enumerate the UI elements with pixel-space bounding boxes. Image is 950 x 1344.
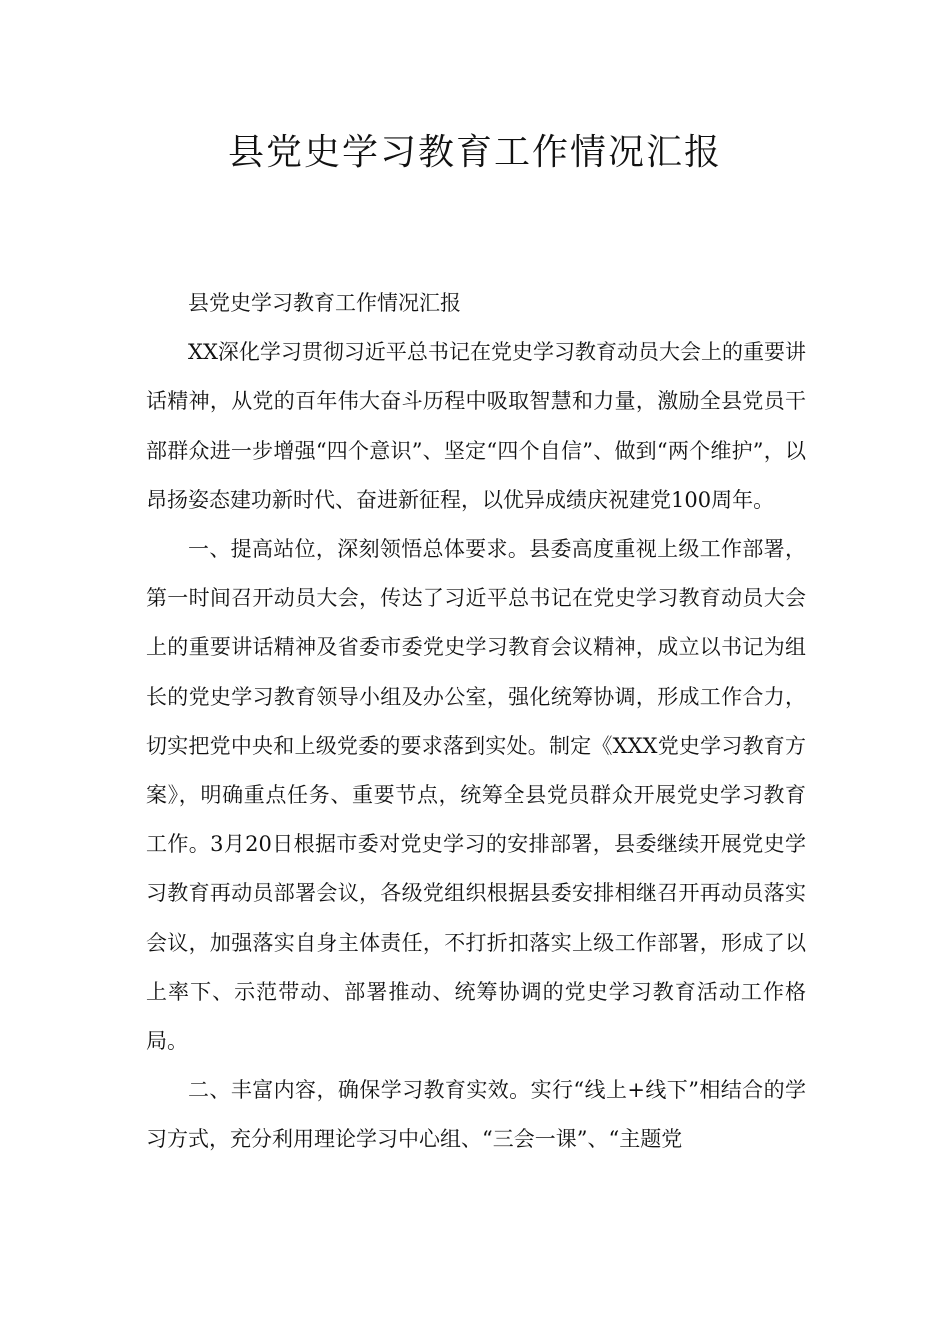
- document-title: 县党史学习教育工作情况汇报: [227, 132, 722, 173]
- paragraph-intro: XX深化学习贯彻习近平总书记在党史学习教育动员大会上的重要讲话精神，从党的百年伟大奋斗历程中吸取智慧和力量，激励全县党员干部群众进一步增强“四个意识”、坚定“四个自信”、做到“两个维护”，以昂扬姿态建功新时代、奋进新征程，以优异成绩庆祝建党100周年。: [146, 340, 806, 512]
- body-subtitle: 县党史学习教育工作情况汇报: [188, 291, 461, 315]
- paragraph-section-one: 一、提高站位，深刻领悟总体要求。县委高度重视上级工作部署，第一时间召开动员大会，传达了习近平总书记在党史学习教育动员大会上的重要讲话精神及省委市委党史学习教育会议精神，成立以书记为组长的党史学习教育领导小组及办公室，强化统筹协调，形成工作合力，切实把党中央和上级党委的要求落到实处。制定《XXX党史学习教育方案》，明确重点任务、重要节点，统筹全县党员群众开展党史学习教育工作。3月20日根据市委对党史学习的安排部署，县委继续开展党史学习教育再动员部署会议，各级党组织根据县委安排相继召开再动员落实会议，加强落实自身主体责任，不打折扣落实上级工作部署，形成了以上率下、示范带动、部署推动、统筹协调的党史学习教育活动工作格局。: [146, 537, 806, 1054]
- paragraph-section-two: 二、丰富内容，确保学习教育实效。实行“线上+线下”相结合的学习方式，充分利用理论学习中心组、“三会一课”、“主题党: [146, 1078, 806, 1152]
- document-body: [146, 279, 806, 1165]
